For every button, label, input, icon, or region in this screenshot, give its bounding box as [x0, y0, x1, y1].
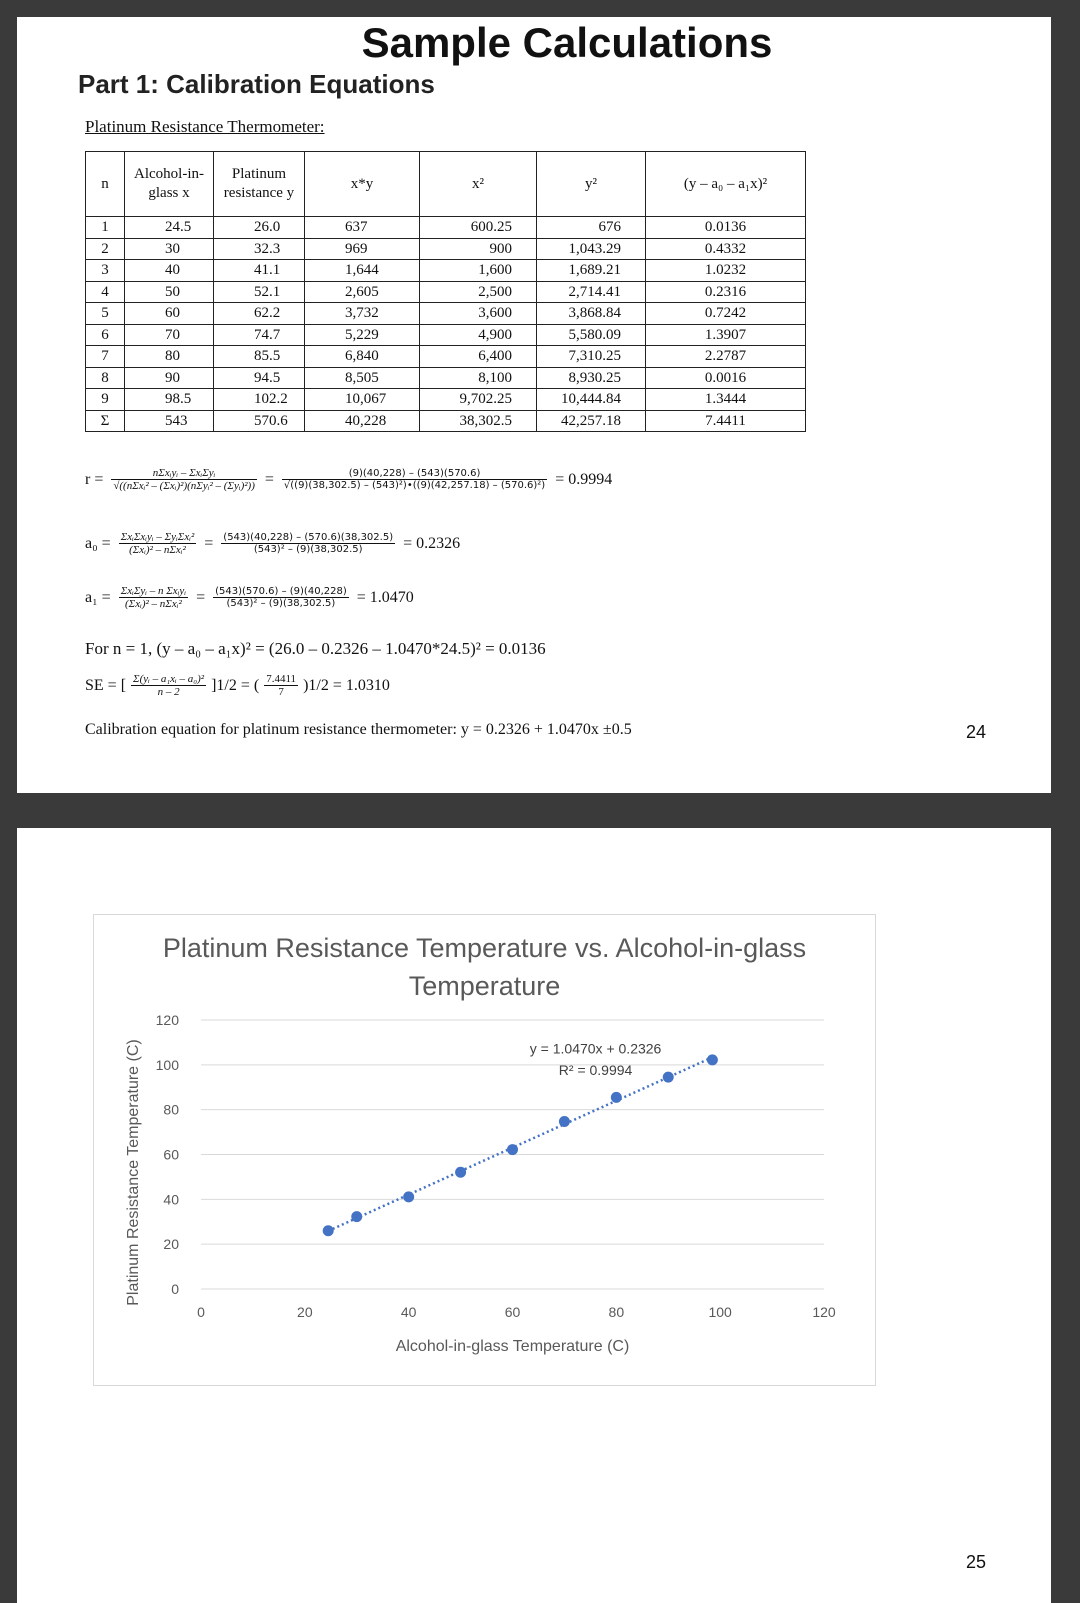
table-cell: 41.1: [214, 260, 305, 282]
data-point: [351, 1211, 362, 1222]
equation-a1-symbolic: [119, 585, 188, 610]
equation-a0-result: = 0.2326: [403, 534, 461, 552]
data-point: [323, 1225, 334, 1236]
table-cell: 0.4332: [646, 238, 806, 260]
table-cell: 1.3907: [646, 324, 806, 346]
table-cell: 8,505: [305, 367, 420, 389]
page-number: 25: [966, 1552, 987, 1572]
document-page-24: [17, 17, 1051, 793]
table-cell: 0.0136: [646, 217, 806, 239]
table-cell: 10,444.84: [537, 389, 646, 411]
table-cell: 4: [86, 281, 125, 303]
fraction-numerator: (9)(40,228) – (543)(570.6): [282, 468, 547, 480]
x-tick-label: 80: [608, 1304, 625, 1320]
equation-a1-result: = 1.0470: [356, 588, 414, 606]
table-cell: 2.2787: [646, 346, 806, 368]
table-cell: 40: [125, 260, 214, 282]
table-cell: 2,605: [305, 281, 420, 303]
table-cell: 9: [86, 389, 125, 411]
table-cell: 7: [86, 346, 125, 368]
x-tick-label: 20: [297, 1304, 313, 1320]
x-tick-label: 60: [504, 1304, 521, 1320]
table-row: [86, 346, 806, 368]
equation-a1-lhs: a₁ =: [85, 588, 111, 606]
y-tick-label: 20: [163, 1236, 179, 1253]
table-cell: 969: [305, 238, 420, 260]
fraction-numerator: Σ(yᵢ – a₁xᵢ – a₀)²: [133, 673, 205, 685]
trendline: [328, 1057, 712, 1231]
header-residual-squared: (y – a₀ – a₁x)²: [646, 152, 806, 217]
table-cell: 0.7242: [646, 303, 806, 325]
equation-a1-numeric: [213, 586, 349, 609]
table-cell: 6,840: [305, 346, 420, 368]
table-cell: 2,714.41: [537, 281, 646, 303]
table-cell: 0.2316: [646, 281, 806, 303]
trendline-equation: y = 1.0470x + 0.2326: [529, 1040, 662, 1057]
table-cell: 8: [86, 367, 125, 389]
table-cell: 60: [125, 303, 214, 325]
equation-a0-lhs: a₀ =: [85, 534, 111, 552]
equation-se-numeric: [264, 673, 298, 698]
equation-r-symbolic: [111, 467, 257, 492]
table-cell: 62.2: [214, 303, 305, 325]
fraction-denominator: 7: [278, 686, 284, 698]
table-row: [86, 260, 806, 282]
table-cell: 1.3444: [646, 389, 806, 411]
table-cell: 5: [86, 303, 125, 325]
table-cell: 1: [86, 217, 125, 239]
table-cell: Σ: [86, 410, 125, 432]
equation-se-middle: ]1/2 = (: [211, 676, 260, 694]
y-tick-label: 120: [155, 1012, 179, 1028]
table-cell: 570.6: [214, 410, 305, 432]
table-cell: 600.25: [420, 217, 537, 239]
y-tick-label: 40: [163, 1191, 179, 1208]
chart-title: Platinum Resistance Temperature vs. Alcohol-in-glass Temperature: [162, 933, 807, 1001]
table-cell: 38,302.5: [420, 410, 537, 432]
x-tick-label: 100: [708, 1304, 732, 1320]
calculation-table: [85, 151, 806, 432]
table-cell: 1,644: [305, 260, 420, 282]
fraction-denominator: (Σxᵢ)² – nΣxᵢ²: [129, 544, 186, 556]
equation-se-lhs: SE = [: [85, 676, 127, 694]
table-row: [86, 281, 806, 303]
example-calculation: For n = 1, (y – a₀ – a₁x)² = (26.0 – 0.2326 – 1.0470*24.5)² = 0.0136: [85, 639, 546, 658]
table-cell: 9,702.25: [420, 389, 537, 411]
table-cell: 50: [125, 281, 214, 303]
table-cell: 1,600: [420, 260, 537, 282]
trendline-r-squared: R² = 0.9994: [558, 1061, 633, 1078]
table-cell: 90: [125, 367, 214, 389]
table-cell: 8,930.25: [537, 367, 646, 389]
y-axis-title: Platinum Resistance Temperature (C): [125, 1039, 142, 1306]
table-cell: 8,100: [420, 367, 537, 389]
header-xy: x*y: [305, 152, 420, 217]
equation-a0: a₀ = $\frac{\text{ΣxᵢΣxᵢyᵢ – ΣyᵢΣxᵢ²}}{\text{(Σxᵢ)² – nΣxᵢ²}}$ = $\frac{(543)(40,228) - (570.6)(38,302.5)}{\text{(543)² – (9)(38,302.5)}}$ = 0.2326: [85, 531, 461, 556]
table-cell: 70: [125, 324, 214, 346]
chart-plot-area: [94, 915, 875, 1385]
table-header-row: [86, 152, 806, 217]
fraction-denominator: n – 2: [157, 686, 180, 698]
y-tick-label: 0: [171, 1281, 179, 1297]
table-row: [86, 389, 806, 411]
equation-r-numeric: [282, 468, 547, 491]
fraction-numerator: nΣxᵢyᵢ – ΣxᵢΣyᵢ: [111, 467, 257, 480]
table-cell: 676: [537, 217, 646, 239]
fraction-denominator: √((nΣxᵢ² – (Σxᵢ)²)(nΣyᵢ² – (Σyᵢ)²)): [113, 480, 255, 492]
x-tick-label: 120: [812, 1304, 836, 1320]
table-cell: 24.5: [125, 217, 214, 239]
table-cell: 52.1: [214, 281, 305, 303]
table-cell: 3,868.84: [537, 303, 646, 325]
page-number: 24: [966, 722, 987, 742]
fraction-numerator: ΣxᵢΣyᵢ – n Σxᵢyᵢ: [120, 585, 187, 597]
table-cell: 3,600: [420, 303, 537, 325]
data-point: [559, 1116, 570, 1127]
table-cell: 80: [125, 346, 214, 368]
table-cell: 32.3: [214, 238, 305, 260]
table-cell: 1.0232: [646, 260, 806, 282]
table-cell: 3,732: [305, 303, 420, 325]
y-tick-label: 100: [155, 1056, 179, 1073]
table-body: [86, 217, 806, 432]
document-page-25: [17, 828, 1051, 1603]
data-point: [455, 1167, 466, 1178]
table-cell: 637: [305, 217, 420, 239]
fraction-numerator: (543)(570.6) – (9)(40,228): [215, 586, 347, 597]
table-cell: 6: [86, 324, 125, 346]
table-sum-row: [86, 410, 806, 432]
table-row: [86, 324, 806, 346]
document-title: Sample Calculations: [361, 19, 773, 66]
table-cell: 1,689.21: [537, 260, 646, 282]
table-cell: 6,400: [420, 346, 537, 368]
x-tick-label: 0: [197, 1304, 205, 1320]
header-y: Platinum resistance y: [214, 152, 305, 217]
table-cell: 30: [125, 238, 214, 260]
fraction-numerator: ΣxᵢΣxᵢyᵢ – ΣyᵢΣxᵢ²: [120, 531, 195, 543]
table-cell: 7.4411: [646, 410, 806, 432]
table-cell: 42,257.18: [537, 410, 646, 432]
y-tick-label: 60: [163, 1146, 179, 1163]
fraction-numerator: (543)(40,228) – (570.6)(38,302.5): [223, 532, 394, 543]
data-point: [611, 1092, 622, 1103]
scatter-chart: [93, 914, 876, 1386]
header-x-squared: x²: [420, 152, 537, 217]
data-point: [507, 1144, 518, 1155]
table-cell: 7,310.25: [537, 346, 646, 368]
equation-se-symbolic: [131, 673, 206, 698]
equation-a0-numeric: [221, 532, 395, 555]
header-n: n: [86, 152, 125, 217]
table-cell: 98.5: [125, 389, 214, 411]
table-cell: 26.0: [214, 217, 305, 239]
data-point: [707, 1054, 718, 1065]
table-cell: 0.0016: [646, 367, 806, 389]
table-cell: 5,229: [305, 324, 420, 346]
equation-r-result: = 0.9994: [555, 470, 613, 488]
equation-se-result: )1/2 = 1.0310: [303, 676, 390, 694]
table-cell: 10,067: [305, 389, 420, 411]
table-cell: 94.5: [214, 367, 305, 389]
equation-se: [85, 673, 390, 698]
table-cell: 2: [86, 238, 125, 260]
data-point: [663, 1072, 674, 1083]
section-heading: Part 1: Calibration Equations: [78, 69, 435, 99]
fraction-denominator: (543)² – (9)(38,302.5): [253, 544, 363, 555]
fraction-denominator: (Σxᵢ)² – nΣxᵢ²: [125, 598, 182, 610]
x-axis-title: Alcohol-in-glass Temperature (C): [395, 1338, 630, 1355]
table-cell: 3: [86, 260, 125, 282]
table-cell: 5,580.09: [537, 324, 646, 346]
table-row: [86, 217, 806, 239]
table-row: [86, 303, 806, 325]
fraction-denominator: √((9)(38,302.5) – (543)²)•((9)(42,257.18) – (570.6)²): [283, 480, 546, 491]
table-cell: 1,043.29: [537, 238, 646, 260]
header-y-squared: y²: [537, 152, 646, 217]
header-x: Alcohol-in-glass x: [125, 152, 214, 217]
calibration-equation: Calibration equation for platinum resistance thermometer: y = 0.2326 + 1.0470x ±0.5: [85, 721, 632, 738]
equation-a0-symbolic: [119, 531, 197, 556]
table-caption: Platinum Resistance Thermometer:: [85, 117, 325, 136]
fraction-numerator: 7.4411: [266, 673, 297, 685]
equation-r: r = $\frac{\text{nΣxᵢyᵢ – ΣxᵢΣyᵢ}}{\text{√((nΣxᵢ² – (Σxᵢ)²)(nΣyᵢ² – (Σyᵢ)²))}}$ = $\frac{(9)(40,228) - (543)(570.6)}{\text{√((9)(38,302.5) – (543)²)•((9)(42,257.18) – (570.6)²)}}$ = 0.9994: [85, 467, 613, 492]
table-cell: 40,228: [305, 410, 420, 432]
equation-r-lhs: r =: [85, 470, 104, 488]
fraction-denominator: (543)² – (9)(38,302.5): [226, 598, 336, 609]
table-row: [86, 238, 806, 260]
table-cell: 74.7: [214, 324, 305, 346]
y-tick-label: 80: [163, 1101, 179, 1118]
equation-a1: a₁ = $\frac{\text{ΣxᵢΣyᵢ – n Σxᵢyᵢ}}{\text{(Σxᵢ)² – nΣxᵢ²}}$ = $\frac{(543)(570.6) - (9)(40,228)}{\text{(543)² – (9)(38,302.5)}}$ = 1.0470: [85, 585, 414, 610]
table-cell: 85.5: [214, 346, 305, 368]
table-cell: 900: [420, 238, 537, 260]
table-cell: 102.2: [214, 389, 305, 411]
table-row: [86, 367, 806, 389]
table-cell: 4,900: [420, 324, 537, 346]
table-cell: 2,500: [420, 281, 537, 303]
data-point: [403, 1191, 414, 1202]
x-tick-label: 40: [400, 1304, 417, 1320]
table-cell: 543: [125, 410, 214, 432]
